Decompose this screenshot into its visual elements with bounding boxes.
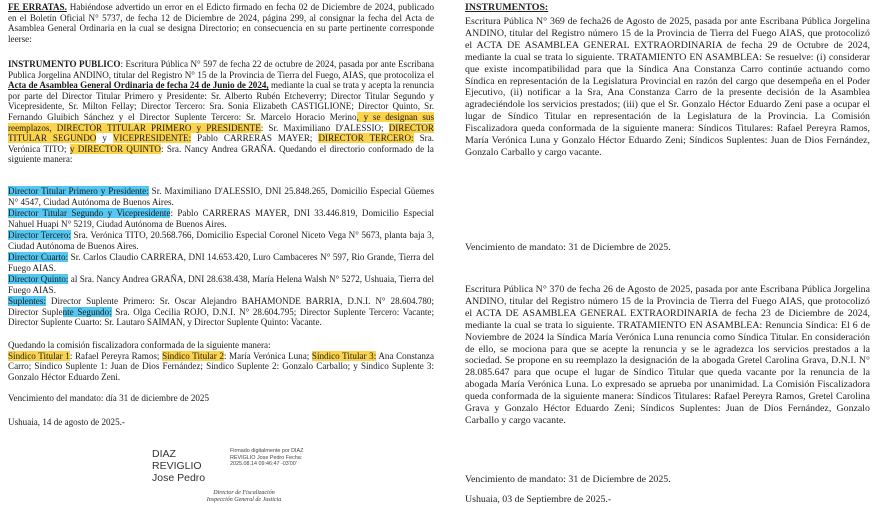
acta-asamblea-title: Acta de Asamblea General Ordinaria de fecha 24 de Junio de 2024, — [8, 80, 269, 91]
signature-role-line: Director de Fiscalización — [213, 490, 275, 496]
signature-role-line: Inspección General de Justicia — [206, 497, 282, 503]
director-details: Sr. Maximiliano D'ALESSIO, DNI 25.848.265, Domicilio Especial Güemes N° 4547, Ciudad Autónoma de Buenos Aires. — [8, 186, 435, 207]
vicepresidente-name-text: Pablo CARRERAS MAYER; — [191, 133, 319, 144]
director-details: Sr. Carlos Claudio CARRERA, DNI 14.653.420, Luro Cambaceres N° 597, Rio Grande, Tierra del Fuego AIAS. — [8, 252, 434, 273]
director-tercero-item — [8, 230, 434, 251]
instrumento-text: : Escritura Pública N° 597 de fecha 22 de octubre de 2024, pasada por ante Escribana Publica Jorgelina ANDINO, titular del Registro N° 15 de la Provincia de Tierra del Fuego, AIAS, que protocoliza el — [8, 59, 434, 80]
highlight-director-titular-primero: , y se designan sus reemplazos, DIRECTOR TITULAR PRIMERO y PRESIDENTE — [8, 111, 434, 133]
fe-erratas-title: FE ERRATAS. — [8, 2, 67, 12]
vencimiento-text: Vencimiento del mandato: día 31 de diciembre de 2025 — [8, 393, 210, 403]
signature-name-line: REVIGLIO — [152, 460, 202, 472]
highlight-sindico-titular-2: Síndico Titular 2 — [162, 350, 224, 361]
instrumento-renuncias-text: mediante la cual se trata y acepta la renuncia por parte del Director Titular Primero y Presidente: Sr. Alberto Rubén Etcheverry; Director Titular Segundo y Vicepresidente, Sr. Milton Fellay; Director Tercero: Sra. Sonia Elizabeth CASTIGLIONE; Director Quinto, Sr. Fernando Gluibich Sánchez y el Director Suplente Tercero: Sr. Marcelo Horacio Merino — [8, 80, 434, 122]
director-details: al Sra. Nancy Andrea GRAÑA, DNI 28.638.438, María Helena Walsh N° 5272, Ushuaia, Tierra del Fuego AIAS. — [8, 274, 434, 295]
highlight-sindico-titular-3: Síndico Titular 3: — [311, 350, 377, 361]
signature-name-line: DIAZ — [152, 448, 176, 460]
right-column — [453, 0, 880, 512]
escritura-370-vencimiento: Vencimiento de mandato: 31 de Diciembre de 2025. — [465, 474, 671, 485]
suplentes-paragraph — [8, 296, 434, 328]
sindico-1-text: : Rafael Pereyra Ramos; — [69, 350, 163, 361]
director-label: Director Titular Primero y Presidente: — [8, 186, 149, 196]
digital-signature — [152, 448, 332, 512]
escritura-370-paragraph: Escritura Pública N° 370 de fecha 26 de Agosto de 2025, pasada por ante Escribana Pública Jorgelina ANDINO, titular del Registro número 15 de la Provincia de Tierra del Fuego AIAS, que protocolizó el ACTA DE ASAMBLEA GENERAL EXTRAORDINARIA de fecha 23 de Diciembre de 2024, mediante la cual se trata lo siguiente. TRATAMIENTO EN ASAMBLEA: Renuncia Síndica: El 6 de Noviembre de 2024 la Síndica María Verónica Luna renuncia como Síndica Titular. En consideración de ello, se mociona para que se acepte la renuncia y se le agradezca los servicios prestados a la sociedad. Se propone en su reemplazo la designación de la abogada Gretel Carolina Grava, D.N.I. N° 28.085.647 para que ocupe el lugar de Síndico Titular que queda vacante por la renuncia de la abogada María Verónica Luna. Lo expresado se aprueba por unanimidad. La Comisión Fiscalizadora queda conformada de la siguiente manera: Síndicos Titulares: Rafael Pereyra Ramos, Gretel Carolina Grava y Gonzalo Héctor Eduardo Zeni; Síndicos Suplentes: Juan de Dios Fernández, Gonzalo Carballo y cargo vacante. — [465, 284, 870, 426]
comision-paragraph — [8, 340, 434, 382]
suplentes-label: Suplentes: — [8, 296, 46, 306]
director-label: Director Titular Segundo y Vicepresidente — [8, 208, 171, 218]
fecha-left: Ushuaia, 14 de agosto de 2025.- — [8, 417, 125, 427]
fe-erratas-text: Habiéndose advertido un error en el Edicto firmado en fecha 02 de Diciembre de 2024, publicado en el Boletín Oficial N° 5737, de fecha 12 de Diciembre de 2024, página 299, al consignar la fecha del Acta de Asamblea General Ordinaria en la cual se designa Directorio; en consecuencia en su parte pertinente corresponde leerse: — [8, 2, 434, 44]
quinto-name-text: : Sra. Nancy Andrea GRAÑA. Quedando el directorio conformado de la siguiente manera: — [8, 143, 434, 165]
highlight-suplente-segundo: nte Segundo: — [62, 306, 112, 317]
highlight-director-quinto: y DIRECTOR QUINTO — [69, 143, 161, 154]
director-label: Director Cuarto: — [8, 252, 69, 262]
signature-firm-text: Firmado digitalmente por DIAZ REVIGLIO Jose Pedro Fecha: 2025.08.14 09:46:47 -03'00' — [230, 448, 304, 468]
director-cuarto-item — [8, 252, 434, 273]
escritura-369-paragraph: Escritura Pública N° 369 de fecha26 de Agosto de 2025, pasada por ante Escribana Pública Jorgelina ANDINO, titular del Registro número 15 de la Provincia de Tierra del Fuego AIAS, que protocolizó el ACTA DE ASAMBLEA GENERAL EXTRAORDINARIA de fecha 29 de Octubre de 2024, mediante la cual se trata lo siguiente. TRATAMIENTO EN ASAMBLEA: Se resuelve: (i) considerar que existe incompatibilidad para que la Síndica Ana Constanza Carro continúe actuando como Síndica en representación de la Legislatura Provincial en razón del cargo que desempeña en el Poder Ejecutivo, (ii) notificar a la Sra, Ana Constanza Carro de la presente decisión de la Asamblea agradeciéndole los servicios prestados; (iii) que el Sr. Gonzalo Héctor Eduardo Zeni pase a ocupar el lugar de Síndico Titular en representación de la Legislatura de la Provincia. La Comisión Fiscalizadora queda conformada de la siguiente manera: Síndicos Titulares: Rafael Pereyra Ramos, María Verónica Luna y Gonzalo Héctor Eduardo Zeni; Síndicos Suplentes: Juan de Dios Fernández, Gonzalo Carballo y cargo vacante. — [465, 16, 870, 158]
director-details: Sra. Verónica TITO, 20.568.766, Domicilio Especial Coronel Niceto Vega N° 5673, planta baja 3, Ciudad Autónoma de Buenos Aires. — [8, 230, 434, 251]
director-segundo-item — [8, 208, 434, 229]
signature-name — [152, 448, 232, 484]
escritura-369-vencimiento: Vencimiento de mandato: 31 de Diciembre de 2025. — [465, 242, 671, 253]
suplentes-text: Director Suplente Primero: Sr. Oscar Alejandro BAHAMONDE BARRIA, D.N.I. N° 28.604.780; Director Suple — [8, 296, 434, 317]
fe-erratas-paragraph — [8, 2, 434, 44]
director-primero-item — [8, 186, 434, 207]
signature-role — [174, 490, 314, 504]
director-quinto-item — [8, 274, 434, 295]
sindico-3-text: Ana Constanza Carro; Síndico Suplente 1: Juan de Dios Fernández; Síndico Suplente 2: Gonzalo Carballo; y Síndico Suplente 3: Gonzalo Héctor Eduardo Zeni. — [8, 350, 434, 382]
highlight-sindico-titular-1: Síndico Titular 1 — [8, 350, 70, 361]
suplentes-rest-text: Sra. Olga Cecilia ROJO, D.N.I. N° 28.604.795; Director Suplente Tercero: Vacante; Director Suplente Cuarto: Sr. Lautaro SAIMAN, y Director Suplente Quinto: Vacante. — [8, 306, 434, 328]
highlight-director-titular-segundo: DIRECTOR TITULAR SEGUNDO — [8, 122, 434, 144]
conjunction-text: y — [96, 133, 113, 144]
fecha-right: Ushuaia, 03 de Septiembre de 2025.- — [465, 494, 612, 505]
director-label: Director Quinto: — [8, 274, 69, 284]
comision-intro: Quedando la comisión fiscalizadora conformada de la siguiente manera: — [8, 340, 271, 350]
presidente-name-text: : Sr. Maximiliano D'ALESSIO; — [260, 122, 389, 133]
highlight-vicepresidente: VICEPRESIDENTE: — [112, 133, 192, 144]
sindico-2-text: : María Verónica Luna; — [223, 350, 312, 361]
instrumentos-title: INSTRUMENTOS: — [465, 2, 549, 13]
instrumento-publico-title: INSTRUMENTO PUBLICO — [8, 59, 121, 69]
instrumento-publico-paragraph — [8, 59, 434, 165]
director-details: : Pablo CARRERAS MAYER, DNI 33.446.819, Domicilio Especial Nahuel Huapi N° 5219, Ciudad Autónoma de Buenos Aires. — [8, 208, 435, 229]
signature-name-line: Jose Pedro — [152, 472, 206, 484]
tercero-name-text: Sra. Verónica TITO; — [8, 133, 435, 154]
director-label: Director Tercero: — [8, 230, 71, 240]
highlight-director-tercero: DIRECTOR TERCERO: — [318, 133, 414, 144]
